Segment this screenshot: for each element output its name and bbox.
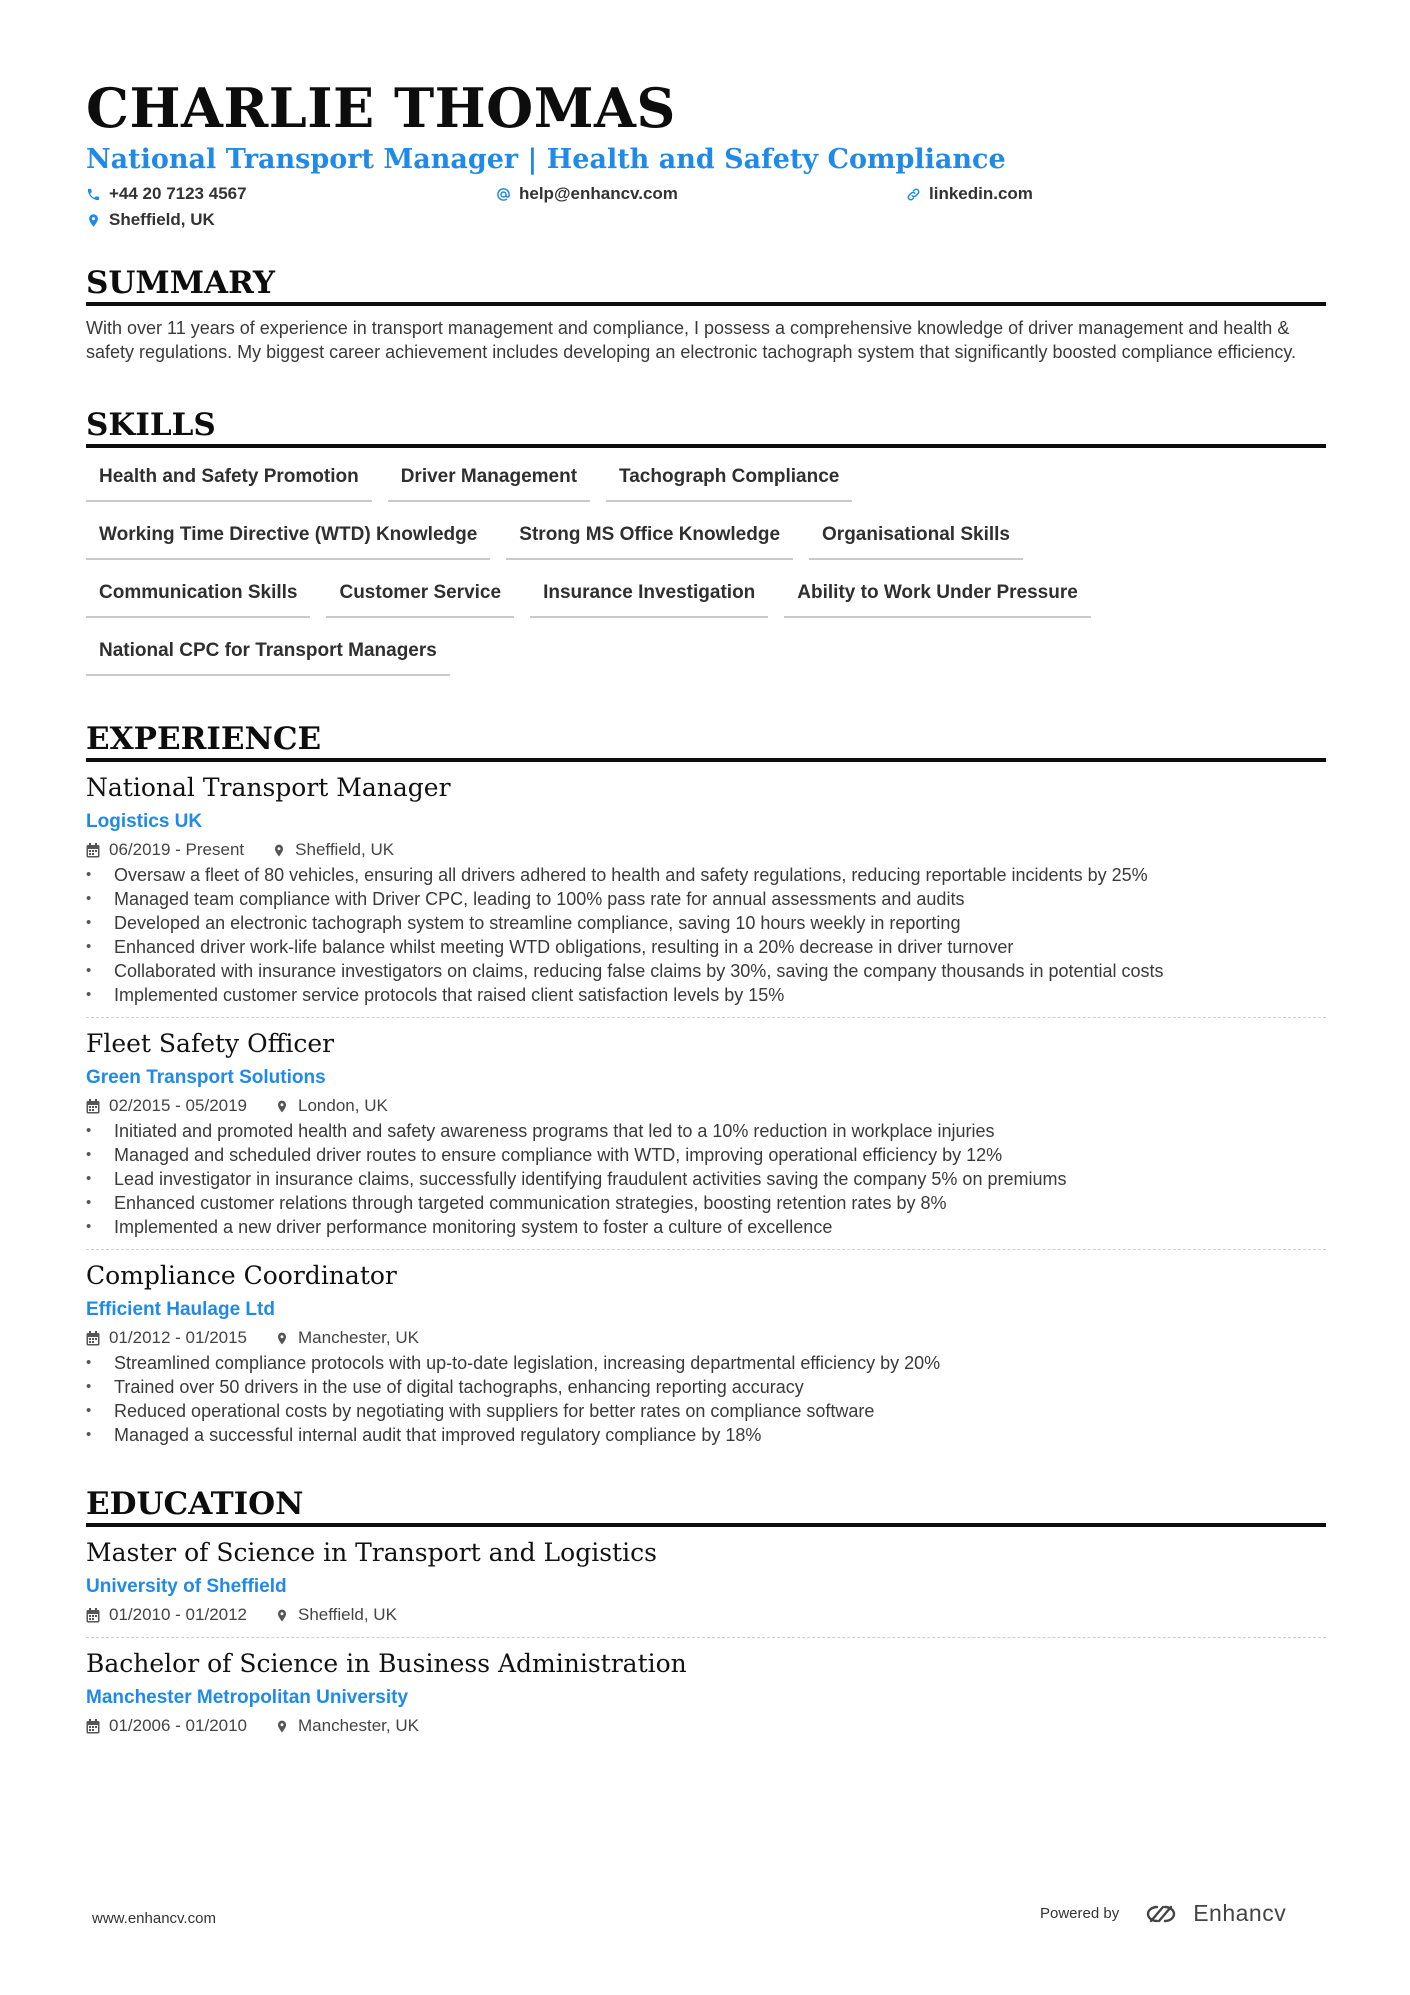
job-dates	[86, 1326, 247, 1350]
skill-tag: National CPC for Transport Managers	[86, 638, 450, 676]
calendar-icon	[86, 1099, 100, 1114]
school-name: University of Sheffield	[86, 1576, 287, 1597]
job-meta	[86, 838, 1326, 862]
job-meta	[86, 1094, 1326, 1118]
skill-tag: Communication Skills	[86, 580, 310, 618]
education-location	[275, 1603, 397, 1627]
company-name: Logistics UK	[86, 811, 203, 832]
entry-divider	[86, 1249, 1326, 1250]
job-dates-text: 01/2012 - 01/2015	[109, 1328, 248, 1347]
school-name: Manchester Metropolitan University	[86, 1687, 409, 1708]
job-dates-text: 02/2015 - 05/2019	[109, 1096, 248, 1115]
skill-tag: Insurance Investigation	[530, 580, 768, 618]
phone-text: +44 20 7123 4567	[109, 184, 247, 203]
location-text: Sheffield, UK	[109, 210, 215, 229]
job-bullets	[86, 1351, 1326, 1447]
contact-info	[86, 182, 1326, 234]
job-location	[272, 838, 394, 862]
summary-text: With over 11 years of experience in transport management and compliance, I possess a comprehensive knowledge of driver management and health & safety regulations. My biggest career achievement includes developing an electronic tachograph system that significantly boosted compliance efficiency.	[86, 318, 1296, 362]
company-name: Green Transport Solutions	[86, 1067, 326, 1088]
footer-website[interactable]: www.enhancv.com	[92, 1910, 216, 1927]
bullet-item: • Enhanced customer relations through targeted communication strategies, boosting retention rates by 8%	[86, 1191, 1326, 1215]
location-pin-icon	[86, 213, 101, 228]
location-pin-icon	[275, 1099, 289, 1114]
summary-section	[86, 264, 1326, 364]
enhancv-logo-icon	[1137, 1901, 1185, 1927]
job-title: Compliance Coordinator	[86, 1261, 397, 1290]
bullet-item: • Implemented customer service protocols that raised client satisfaction levels by 15%	[86, 983, 1326, 1007]
location-pin-icon	[275, 1719, 289, 1734]
bullet-item: • Collaborated with insurance investigators on claims, reducing false claims by 30%, saving the company thousands in potential costs	[86, 959, 1326, 983]
linkedin-text: linkedin.com	[929, 184, 1033, 203]
job-dates	[86, 838, 244, 862]
link-icon	[906, 187, 921, 202]
entry-divider	[86, 1637, 1326, 1638]
education-location-text: Sheffield, UK	[298, 1605, 397, 1624]
job-location	[275, 1094, 388, 1118]
bullet-item: • Managed a successful internal audit that improved regulatory compliance by 18%	[86, 1423, 1326, 1447]
company-name: Efficient Haulage Ltd	[86, 1299, 275, 1320]
contact-linkedin[interactable]	[906, 182, 1033, 206]
bullet-item: • Initiated and promoted health and safety awareness programs that led to a 10% reduction in workplace injuries	[86, 1119, 1326, 1143]
job-bullets	[86, 1119, 1326, 1239]
education-dates	[86, 1714, 247, 1738]
experience-section	[86, 720, 1326, 1447]
job-entry	[86, 772, 1326, 1007]
education-meta	[86, 1603, 1326, 1627]
bullet-item: • Enhanced driver work-life balance whilst meeting WTD obligations, resulting in a 20% decrease in driver turnover	[86, 935, 1326, 959]
enhancv-logo[interactable]	[1137, 1900, 1286, 1927]
entry-divider	[86, 1017, 1326, 1018]
skill-tag: Tachograph Compliance	[606, 464, 852, 502]
job-location-text: London, UK	[298, 1096, 388, 1115]
location-pin-icon	[275, 1331, 289, 1346]
bullet-item: • Implemented a new driver performance monitoring system to foster a culture of excellence	[86, 1215, 1326, 1239]
bullet-item: • Managed and scheduled driver routes to ensure compliance with WTD, improving operational efficiency by 12%	[86, 1143, 1326, 1167]
education-dates-text: 01/2010 - 01/2012	[109, 1605, 248, 1624]
bullet-item: • Streamlined compliance protocols with up-to-date legislation, increasing departmental efficiency by 20%	[86, 1351, 1326, 1375]
calendar-icon	[86, 1719, 100, 1734]
bullet-item: • Developed an electronic tachograph system to streamline compliance, saving 10 hours weekly in reporting	[86, 911, 1326, 935]
at-icon	[496, 187, 511, 202]
calendar-icon	[86, 843, 100, 858]
phone-icon	[86, 187, 101, 202]
bullet-item: • Lead investigator in insurance claims, successfully identifying fraudulent activities saving the company 5% on premiums	[86, 1167, 1326, 1191]
job-title: National Transport Manager	[86, 773, 451, 802]
education-entry	[86, 1648, 1326, 1738]
degree-title: Master of Science in Transport and Logistics	[86, 1538, 657, 1567]
skills-section	[86, 406, 1326, 696]
bullet-item: • Managed team compliance with Driver CPC, leading to 100% pass rate for annual assessments and audits	[86, 887, 1326, 911]
email-text: help@enhancv.com	[519, 184, 678, 203]
job-meta	[86, 1326, 1326, 1350]
calendar-icon	[86, 1608, 100, 1623]
job-entry	[86, 1028, 1326, 1239]
candidate-name: CHARLIE THOMAS	[86, 76, 676, 140]
location-pin-icon	[275, 1608, 289, 1623]
resume-content	[86, 76, 1326, 1738]
skills-title: SKILLS	[86, 406, 1326, 448]
contact-location	[86, 208, 215, 232]
bullet-item: • Oversaw a fleet of 80 vehicles, ensuring all drivers adhered to health and safety regulations, reducing reportable incidents by 25%	[86, 863, 1326, 887]
skill-tag: Customer Service	[326, 580, 514, 618]
candidate-headline: National Transport Manager | Health and Safety Compliance	[86, 144, 1006, 175]
skill-tag: Driver Management	[388, 464, 590, 502]
job-location	[275, 1326, 419, 1350]
bullet-item: • Trained over 50 drivers in the use of digital tachographs, enhancing reporting accuracy	[86, 1375, 1326, 1399]
job-location-text: Sheffield, UK	[295, 840, 395, 859]
skill-tag: Organisational Skills	[809, 522, 1023, 560]
education-title: EDUCATION	[86, 1485, 1326, 1527]
skill-tag: Ability to Work Under Pressure	[784, 580, 1091, 618]
job-dates-text: 06/2019 - Present	[109, 840, 245, 859]
education-meta	[86, 1714, 1326, 1738]
education-dates-text: 01/2006 - 01/2010	[109, 1716, 248, 1735]
job-bullets	[86, 863, 1326, 1007]
experience-title: EXPERIENCE	[86, 720, 1326, 762]
degree-title: Bachelor of Science in Business Administration	[86, 1649, 687, 1678]
calendar-icon	[86, 1331, 100, 1346]
skill-tag: Strong MS Office Knowledge	[506, 522, 793, 560]
job-dates	[86, 1094, 247, 1118]
contact-email[interactable]	[496, 182, 678, 206]
education-entry	[86, 1537, 1326, 1627]
skill-tag: Health and Safety Promotion	[86, 464, 372, 502]
skills-list	[86, 464, 1326, 696]
education-dates	[86, 1603, 247, 1627]
education-location	[275, 1714, 419, 1738]
job-title: Fleet Safety Officer	[86, 1029, 335, 1058]
education-location-text: Manchester, UK	[298, 1716, 419, 1735]
job-location-text: Manchester, UK	[298, 1328, 419, 1347]
education-section	[86, 1485, 1326, 1738]
enhancv-brand-text: Enhancv	[1193, 1900, 1287, 1926]
skill-tag: Working Time Directive (WTD) Knowledge	[86, 522, 490, 560]
bullet-item: • Reduced operational costs by negotiating with suppliers for better rates on compliance software	[86, 1399, 1326, 1423]
location-pin-icon	[272, 843, 286, 858]
powered-by-label: Powered by	[1040, 1905, 1120, 1922]
footer-powered	[1040, 1900, 1286, 1927]
summary-title: SUMMARY	[86, 264, 1326, 306]
contact-phone[interactable]	[86, 182, 247, 206]
job-entry	[86, 1260, 1326, 1447]
